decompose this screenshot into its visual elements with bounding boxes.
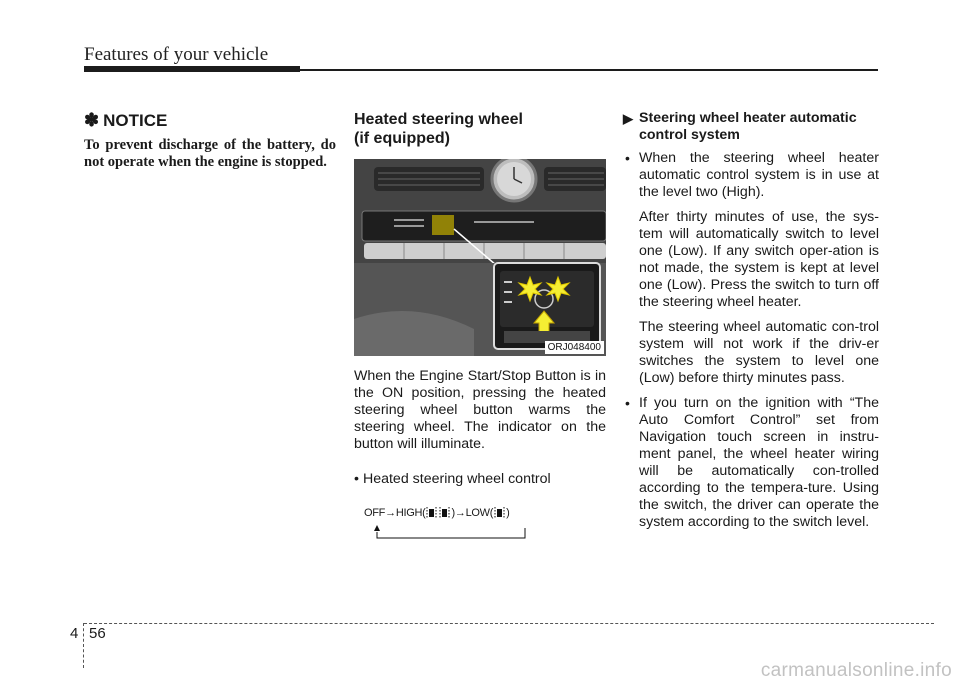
list-item xyxy=(623,395,879,531)
watermark-text: carmanualsonline.info xyxy=(760,660,952,681)
diagram-close-high: ) xyxy=(451,507,455,519)
auto-control-heading-line1: Steering wheel heater automatic xyxy=(639,110,857,126)
list-item-paragraph: When the steering wheel heater automatic control system is in use at the level two (High). xyxy=(639,150,879,200)
auto-control-heading xyxy=(623,110,879,144)
bullet-dot-icon: • xyxy=(625,395,630,411)
bullet-dot-icon: • xyxy=(625,150,630,166)
heated-wheel-body: When the Engine Start/Stop Button is in the ON position, pressing the heated steering wheel button warms the steering wheel. The indicator on the button will illuminate. xyxy=(354,368,606,452)
bullet-text: Heated steering wheel control xyxy=(362,471,551,487)
diagram-high: HIGH( xyxy=(395,507,426,519)
arrow-right-icon: → xyxy=(385,507,396,519)
diagram-off: OFF xyxy=(364,507,386,519)
chapter-number: 4 xyxy=(70,625,79,642)
list-item xyxy=(623,150,879,387)
arrow-right-icon: → xyxy=(454,507,466,519)
asterisk-icon: ✽ xyxy=(84,110,100,130)
figure-label: ORJ048400 xyxy=(545,341,604,354)
list-item-paragraph: After thirty minutes of use, the sys-tem will automatically switch to level one (Low). If any switch oper-ation is not made, the system is kept at level one (Low). Press the switch to turn off the steering wheel heater. xyxy=(639,209,879,310)
section-heading xyxy=(354,110,606,148)
control-sequence-diagram xyxy=(354,498,606,542)
page-number: 56 xyxy=(89,625,106,642)
dashboard-illustration xyxy=(354,159,606,356)
footer-rule xyxy=(84,623,934,624)
header-rule-thick xyxy=(84,66,300,72)
header-rule-thin xyxy=(300,69,878,71)
diagram-close-low: ) xyxy=(506,507,510,519)
auto-control-heading-line2: control system xyxy=(639,127,740,143)
diagram-low: LOW( xyxy=(465,507,494,519)
list-item-paragraph: The steering wheel automatic con-trol system will not work if the driv-er switches the system to level one (Low) before thirty minutes pass. xyxy=(639,319,879,386)
list-item-paragraph: If you turn on the ignition with “The Auto Comfort Control” set from Navigation touch screen in instru-ment panel, the wheel heater wiring will be automatically con-trolled according to the tempera-ture. Using the switch, the driver can operate the system according to the switch level. xyxy=(639,395,879,530)
section-heading-line1: Heated steering wheel xyxy=(354,111,523,128)
notice-heading xyxy=(84,110,336,131)
dashboard-photo xyxy=(354,159,606,356)
notice-column xyxy=(84,110,336,171)
bullet-dot-icon: • xyxy=(354,471,359,487)
footer-divider xyxy=(83,623,84,668)
return-arrow-line xyxy=(354,498,606,542)
section-heading-line2: (if equipped) xyxy=(354,130,450,147)
triangle-right-icon: ▶ xyxy=(623,111,633,126)
auto-control-column xyxy=(623,110,879,531)
heated-wheel-column xyxy=(354,110,606,542)
header-title: Features of your vehicle xyxy=(84,44,269,65)
notice-title: NOTICE xyxy=(103,110,168,130)
heated-wheel-bullet xyxy=(354,471,606,488)
notice-text: To prevent discharge of the battery, do not operate when the engine is stopped. xyxy=(84,137,336,170)
